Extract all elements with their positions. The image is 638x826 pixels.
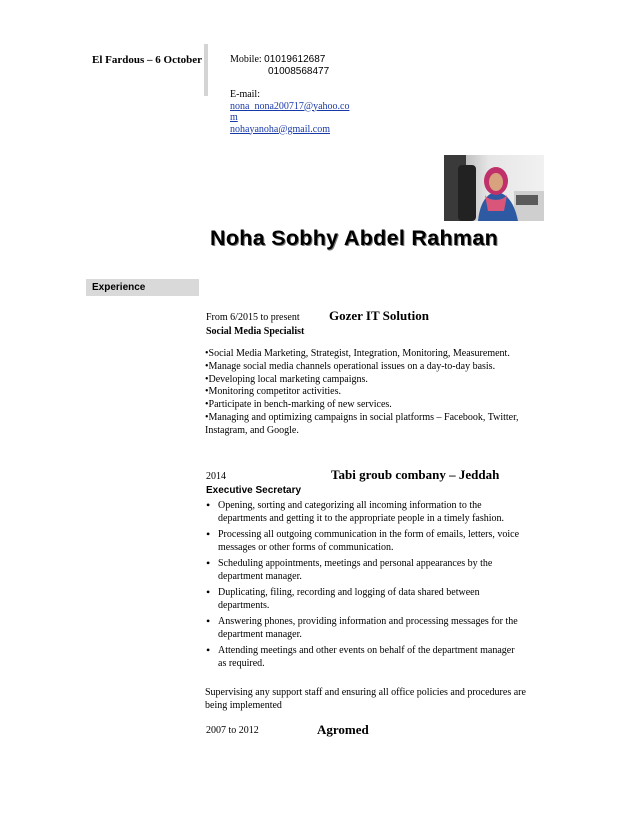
- job-2-title: Executive Secretary: [206, 485, 302, 496]
- job-3-company: Agromed: [317, 722, 369, 737]
- job-2-date: 2014: [206, 471, 226, 482]
- job-1-duties: [205, 348, 545, 438]
- list-item: • Processing all outgoing communication in the form of emails, letters, voice messages or other forms of communication.: [206, 527, 520, 553]
- duty-line: •Social Media Marketing, Strategist, Integration, Monitoring, Measurement.: [205, 348, 510, 359]
- job-3-date: 2007 to 2012: [206, 725, 259, 736]
- profile-photo-illustration: [444, 155, 544, 221]
- email-link-1[interactable]: nona_nona200717@yahoo.co m: [230, 100, 350, 123]
- duty-line: •Developing local marketing campaigns.: [205, 373, 368, 385]
- duty-line: •Participate in bench-marking of new services.: [205, 399, 392, 411]
- section-label-experience: Experience: [92, 282, 146, 293]
- mobile-number-1: 01019612687: [264, 54, 326, 65]
- header-divider: [204, 44, 208, 96]
- job-2-bullets: [206, 499, 541, 670]
- job-1-company: Gozer IT Solution: [329, 308, 429, 323]
- bullet-icon: •: [206, 527, 211, 541]
- email-link-2[interactable]: nohayanoha@gmail.com: [230, 123, 331, 135]
- job-2-note: Supervising any support staff and ensuring all office policies and procedures are being implemented: [205, 687, 526, 711]
- bullet-icon: •: [206, 498, 211, 512]
- list-item: • Attending meetings and other events on behalf of the department manager as required.: [206, 643, 515, 669]
- address: El Fardous – 6 October: [92, 54, 202, 66]
- duty-line: •Manage social media channels operational issues on a day-to-day basis.: [205, 360, 496, 372]
- contact-block: [230, 54, 360, 135]
- job-1-title: Social Media Specialist: [206, 326, 305, 337]
- job-2-company: Tabi groub combany – Jeddah: [331, 467, 500, 482]
- email-label: E-mail:: [230, 89, 260, 100]
- list-item: • Opening, sorting and categorizing all incoming information to the departments and getting it to the appropriate people in a timely fashion.: [206, 498, 505, 524]
- duty-line: Instagram, and Google.: [205, 424, 299, 436]
- job-1-date: From 6/2015 to present: [206, 312, 300, 323]
- list-item: • Duplicating, filing, recording and logging of data shared between departments.: [206, 585, 480, 611]
- bullet-icon: •: [206, 556, 211, 570]
- candidate-name: Noha Sobhy Abdel Rahman: [210, 226, 499, 250]
- duty-line: •Monitoring competitor activities.: [205, 386, 341, 398]
- list-item: • Answering phones, providing information and processing messages for the department manager.: [206, 614, 518, 640]
- duty-line: •Managing and optimizing campaigns in social platforms – Facebook, Twitter,: [205, 411, 519, 423]
- mobile-label: Mobile:: [230, 54, 262, 65]
- bullet-icon: •: [206, 585, 211, 599]
- profile-photo: [444, 155, 544, 221]
- bullet-icon: •: [206, 643, 211, 657]
- list-item: • Scheduling appointments, meetings and personal appearances by the department manager.: [206, 556, 493, 582]
- bullet-icon: •: [206, 614, 211, 628]
- mobile-number-2: 01008568477: [268, 65, 330, 77]
